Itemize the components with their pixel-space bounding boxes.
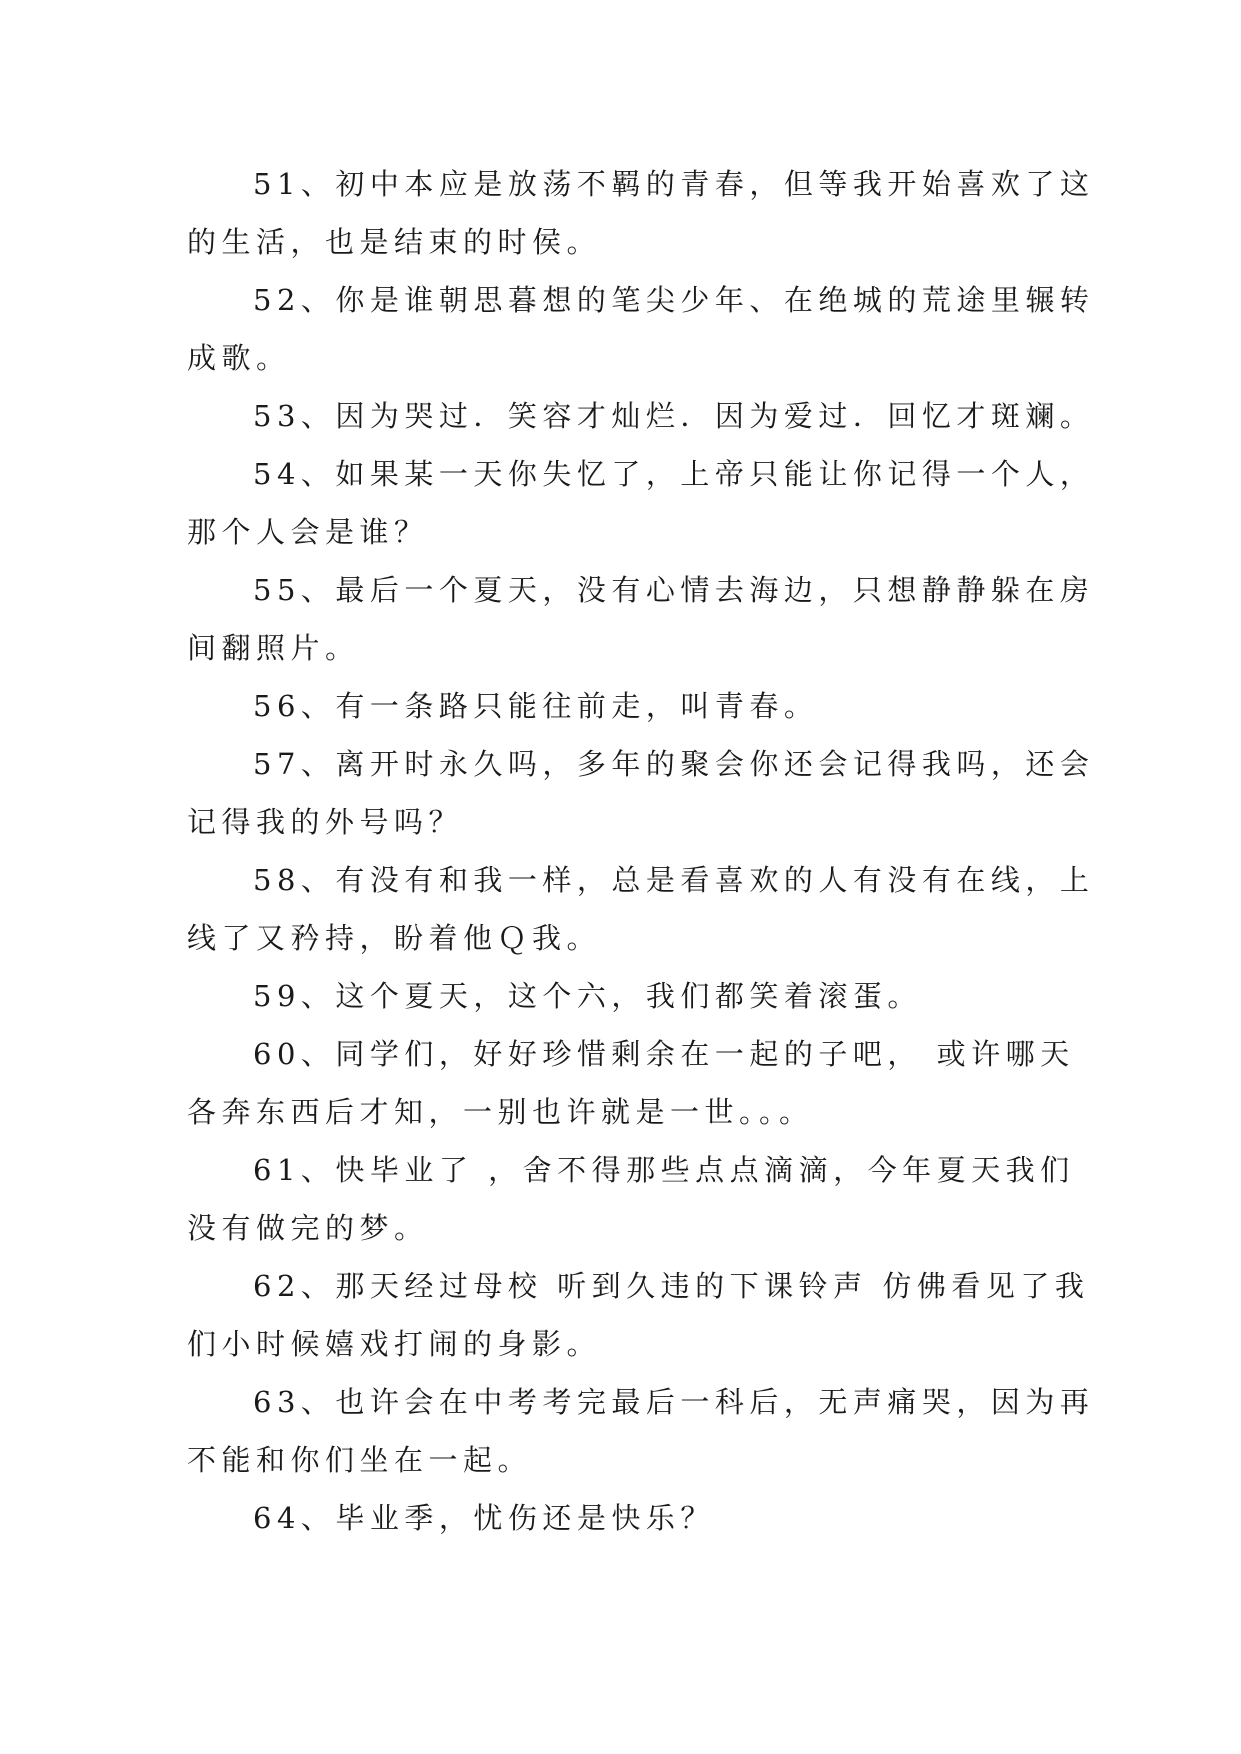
paragraph-63 bbox=[187, 1373, 1095, 1489]
paragraph-line: 56、有一条路只能往前走，叫青春。 bbox=[253, 689, 819, 723]
paragraph-line: 63、也许会在中考考完最后一科后，无声痛哭，因为再 bbox=[253, 1385, 1095, 1419]
paragraph-line: 55、最后一个夏天，没有心情去海边，只想静静躲在房 bbox=[253, 573, 1095, 607]
paragraph-line: 60、同学们，好好珍惜剩余在一起的子吧， 或许哪天 bbox=[253, 1037, 1075, 1071]
paragraph-line: 各奔东西后才知，一别也许就是一世。。。 bbox=[187, 1095, 814, 1129]
paragraph-line: 不能和你们坐在一起。 bbox=[187, 1443, 533, 1477]
paragraph-line: 59、这个夏天，这个六，我们都笑着滚蛋。 bbox=[253, 979, 922, 1013]
paragraph-line: 62、那天经过母校 听到久违的下课铃声 仿佛看见了我 bbox=[253, 1269, 1090, 1303]
paragraph-line: 51、初中本应是放荡不羁的青春，但等我开始喜欢了这 bbox=[253, 167, 1095, 201]
paragraph-line: 那个人会是谁？ bbox=[187, 515, 429, 549]
paragraph-57 bbox=[187, 735, 1095, 851]
paragraph-line: 54、如果某一天你失忆了，上帝只能让你记得一个人， bbox=[253, 457, 1095, 491]
paragraph-53 bbox=[187, 387, 1095, 445]
paragraph-54 bbox=[187, 445, 1095, 561]
paragraph-line: 58、有没有和我一样，总是看喜欢的人有没有在线，上 bbox=[253, 863, 1095, 897]
paragraph-55 bbox=[187, 561, 1095, 677]
paragraph-line: 没有做完的梦。 bbox=[187, 1211, 429, 1245]
paragraph-62 bbox=[187, 1257, 1090, 1373]
paragraph-line: 间翻照片。 bbox=[187, 631, 360, 665]
paragraph-61 bbox=[187, 1141, 1075, 1257]
paragraph-line: 记得我的外号吗？ bbox=[187, 805, 464, 839]
paragraph-line: 们小时候嬉戏打闹的身影。 bbox=[187, 1327, 602, 1361]
paragraph-58 bbox=[187, 851, 1095, 967]
paragraph-line: 52、你是谁朝思暮想的笔尖少年、在绝城的荒途里辗转 bbox=[253, 283, 1095, 317]
paragraph-51 bbox=[187, 155, 1095, 271]
paragraph-line: 64、毕业季，忧伤还是快乐？ bbox=[253, 1501, 715, 1535]
paragraph-64 bbox=[187, 1489, 1053, 1547]
paragraph-line: 53、因为哭过．笑容才灿烂．因为爱过．回忆才斑斓。 bbox=[253, 399, 1095, 433]
paragraph-line: 线了又矜持，盼着他Ｑ我。 bbox=[187, 921, 602, 955]
paragraph-line: 的生活，也是结束的时侯。 bbox=[187, 225, 602, 259]
paragraph-line: 57、离开时永久吗，多年的聚会你还会记得我吗，还会 bbox=[253, 747, 1095, 781]
paragraph-line: 61、快毕业了 ，舍不得那些点点滴滴，今年夏天我们 bbox=[253, 1153, 1075, 1187]
paragraph-line: 成歌。 bbox=[187, 341, 291, 375]
paragraph-60 bbox=[187, 1025, 1075, 1141]
paragraph-56 bbox=[187, 677, 1053, 735]
document-body bbox=[187, 155, 1095, 1547]
paragraph-52 bbox=[187, 271, 1095, 387]
paragraph-59 bbox=[187, 967, 1053, 1025]
